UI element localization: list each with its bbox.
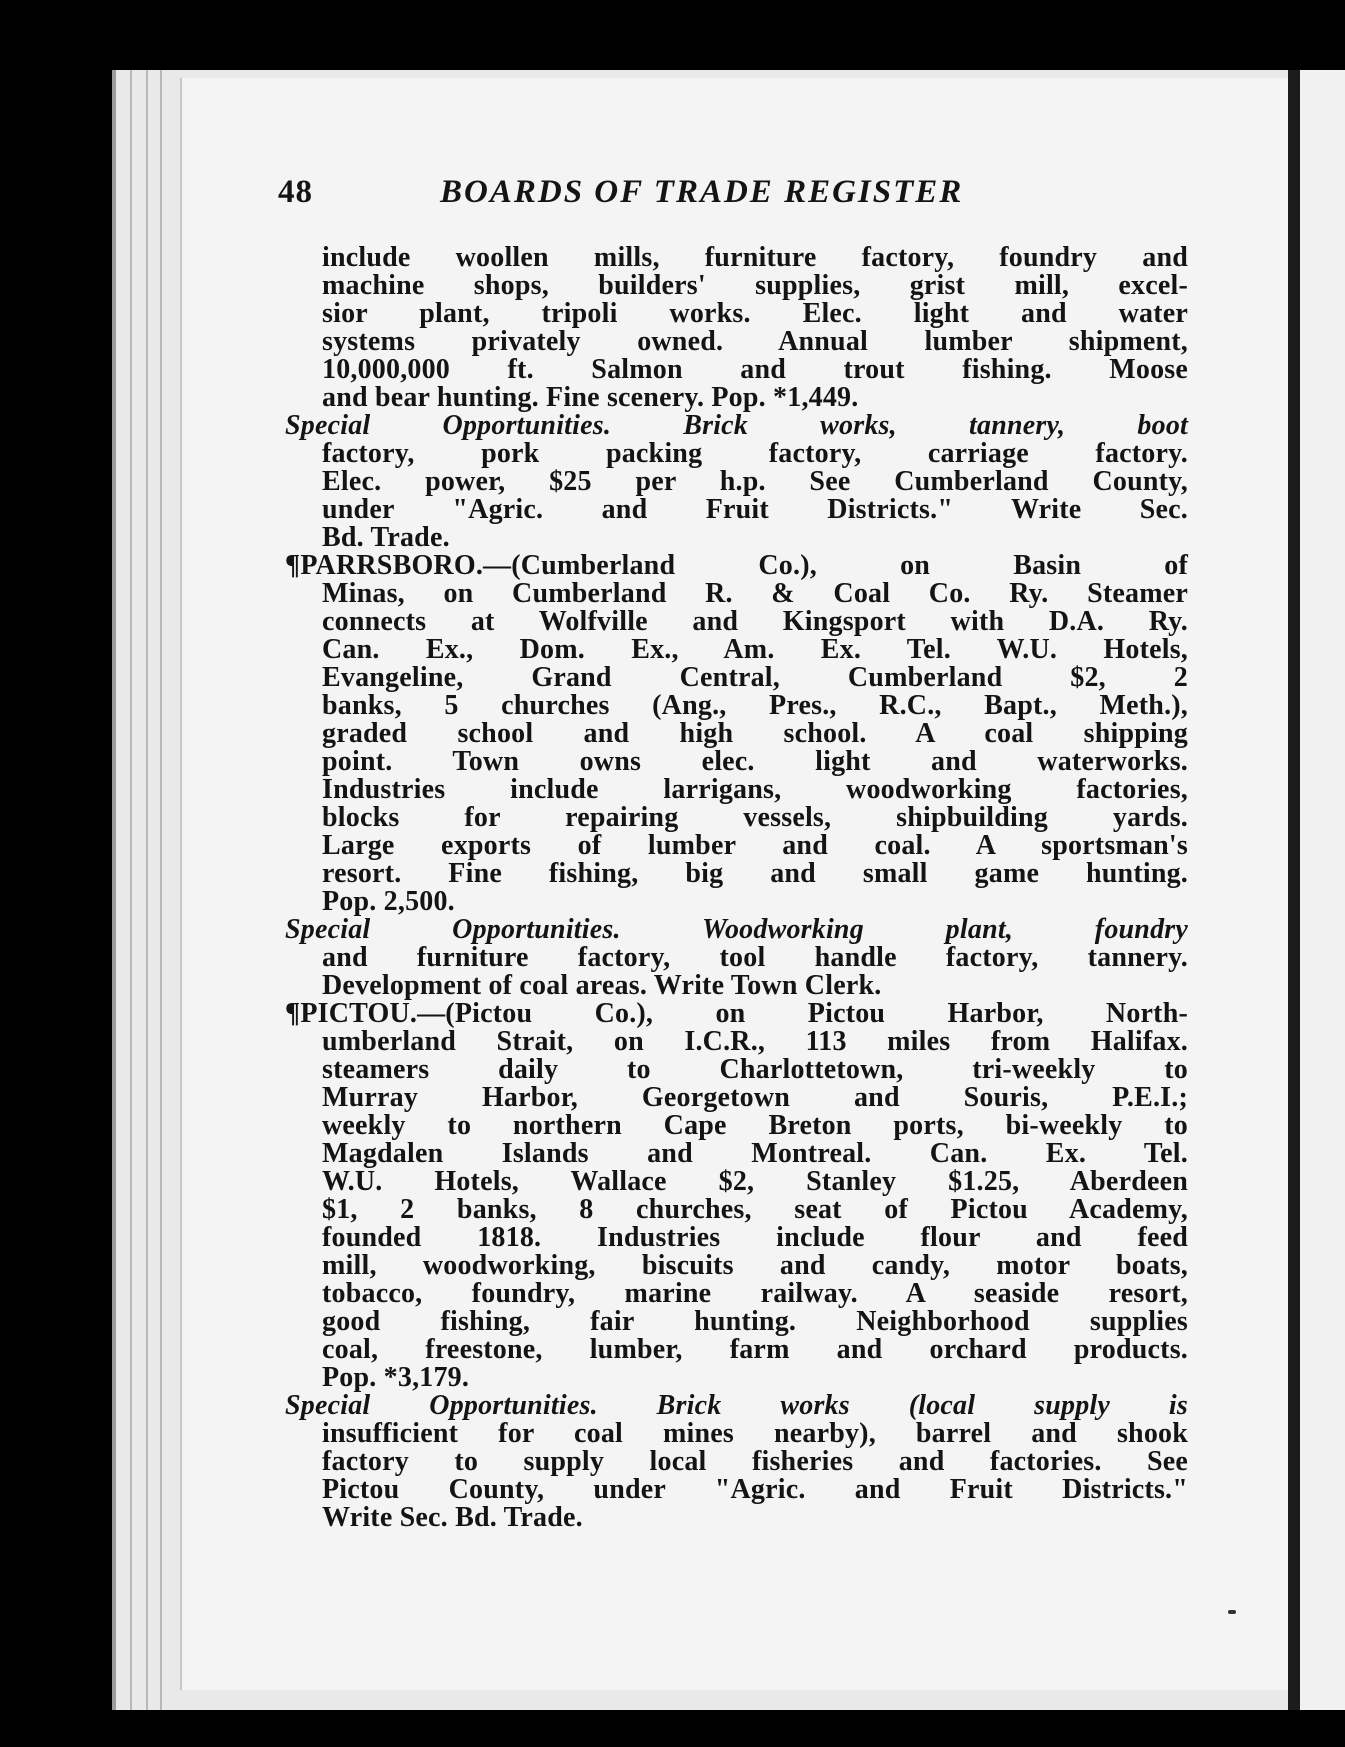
text-line: coal, freestone, lumber, farm and orchard products. bbox=[322, 1334, 1188, 1365]
text-line: under "Agric. and Fruit Districts." Write Sec. bbox=[322, 494, 1188, 525]
page-number: 48 bbox=[278, 174, 313, 210]
text-line: point. Town owns elec. light and waterworks. bbox=[322, 746, 1188, 777]
text-line: factory, pork packing factory, carriage factory. bbox=[322, 438, 1188, 469]
text-line: include woollen mills, furniture factory, foundry and bbox=[322, 242, 1188, 273]
text-line: mill, woodworking, biscuits and candy, motor boats, bbox=[322, 1250, 1188, 1281]
text-line: machine shops, builders' supplies, grist mill, excel- bbox=[322, 270, 1188, 301]
text-line: Development of coal areas. Write Town Clerk. bbox=[322, 970, 882, 1001]
text-line: weekly to northern Cape Breton ports, bi-weekly to bbox=[322, 1110, 1188, 1141]
text-line: factory to supply local fisheries and factories. See bbox=[322, 1446, 1188, 1477]
text-line: and bear hunting. Fine scenery. Pop. *1,449. bbox=[322, 382, 859, 413]
text-line: 10,000,000 ft. Salmon and trout fishing. Moose bbox=[322, 354, 1188, 385]
running-title: BOARDS OF TRADE REGISTER bbox=[440, 174, 964, 210]
text-line: Elec. power, $25 per h.p. See Cumberland County, bbox=[322, 466, 1188, 497]
text-line: W.U. Hotels, Wallace $2, Stanley $1.25, Aberdeen bbox=[322, 1166, 1188, 1197]
text-line: Pictou County, under "Agric. and Fruit Districts." bbox=[322, 1474, 1188, 1505]
text-line: graded school and high school. A coal shipping bbox=[322, 718, 1188, 749]
text-line: Minas, on Cumberland R. & Coal Co. Ry. Steamer bbox=[322, 578, 1188, 609]
entry-heading-parrsboro: ¶PARRSBORO.—(Cumberland Co.), on Basin of bbox=[285, 550, 1188, 581]
text-line: and furniture factory, tool handle factory, tannery. bbox=[322, 942, 1188, 973]
text-line: Bd. Trade. bbox=[322, 522, 450, 553]
special-opportunities-line: Special Opportunities. Brick works, tannery, boot bbox=[285, 410, 1188, 441]
text-line: $1, 2 banks, 8 churches, seat of Pictou Academy, bbox=[322, 1194, 1188, 1225]
ink-speck bbox=[1228, 1610, 1236, 1614]
text-line: sior plant, tripoli works. Elec. light and water bbox=[322, 298, 1188, 329]
special-opportunities-line: Special Opportunities. Woodworking plant, foundry bbox=[285, 914, 1188, 945]
text-line: banks, 5 churches (Ang., Pres., R.C., Bapt., Meth.), bbox=[322, 690, 1188, 721]
text-line: Industries include larrigans, woodworking factories, bbox=[322, 774, 1188, 805]
text-line: systems privately owned. Annual lumber shipment, bbox=[322, 326, 1188, 357]
text-line: Pop. 2,500. bbox=[322, 886, 455, 917]
text-line: resort. Fine fishing, big and small game hunting. bbox=[322, 858, 1188, 889]
text-line: founded 1818. Industries include flour and feed bbox=[322, 1222, 1188, 1253]
text-line: Magdalen Islands and Montreal. Can. Ex. Tel. bbox=[322, 1138, 1188, 1169]
text-line: blocks for repairing vessels, shipbuilding yards. bbox=[322, 802, 1188, 833]
text-line: connects at Wolfville and Kingsport with D.A. Ry. bbox=[322, 606, 1188, 637]
special-opportunities-line: Special Opportunities. Brick works (local supply is bbox=[285, 1390, 1188, 1421]
text-line: good fishing, fair hunting. Neighborhood supplies bbox=[322, 1306, 1188, 1337]
text-line: tobacco, foundry, marine railway. A seaside resort, bbox=[322, 1278, 1188, 1309]
text-line: Write Sec. Bd. Trade. bbox=[322, 1502, 583, 1533]
text-line: umberland Strait, on I.C.R., 113 miles from Halifax. bbox=[322, 1026, 1188, 1057]
text-line: Large exports of lumber and coal. A sportsman's bbox=[322, 830, 1188, 861]
text-line: insufficient for coal mines nearby), barrel and shook bbox=[322, 1418, 1188, 1449]
text-line: Murray Harbor, Georgetown and Souris, P.E.I.; bbox=[322, 1082, 1188, 1113]
text-line: Can. Ex., Dom. Ex., Am. Ex. Tel. W.U. Hotels, bbox=[322, 634, 1188, 665]
text-line: Pop. *3,179. bbox=[322, 1362, 470, 1393]
entry-heading-pictou: ¶PICTOU.—(Pictou Co.), on Pictou Harbor, North- bbox=[285, 998, 1188, 1029]
text-line: Evangeline, Grand Central, Cumberland $2, 2 bbox=[322, 662, 1188, 693]
text-line: steamers daily to Charlottetown, tri-weekly to bbox=[322, 1054, 1188, 1085]
